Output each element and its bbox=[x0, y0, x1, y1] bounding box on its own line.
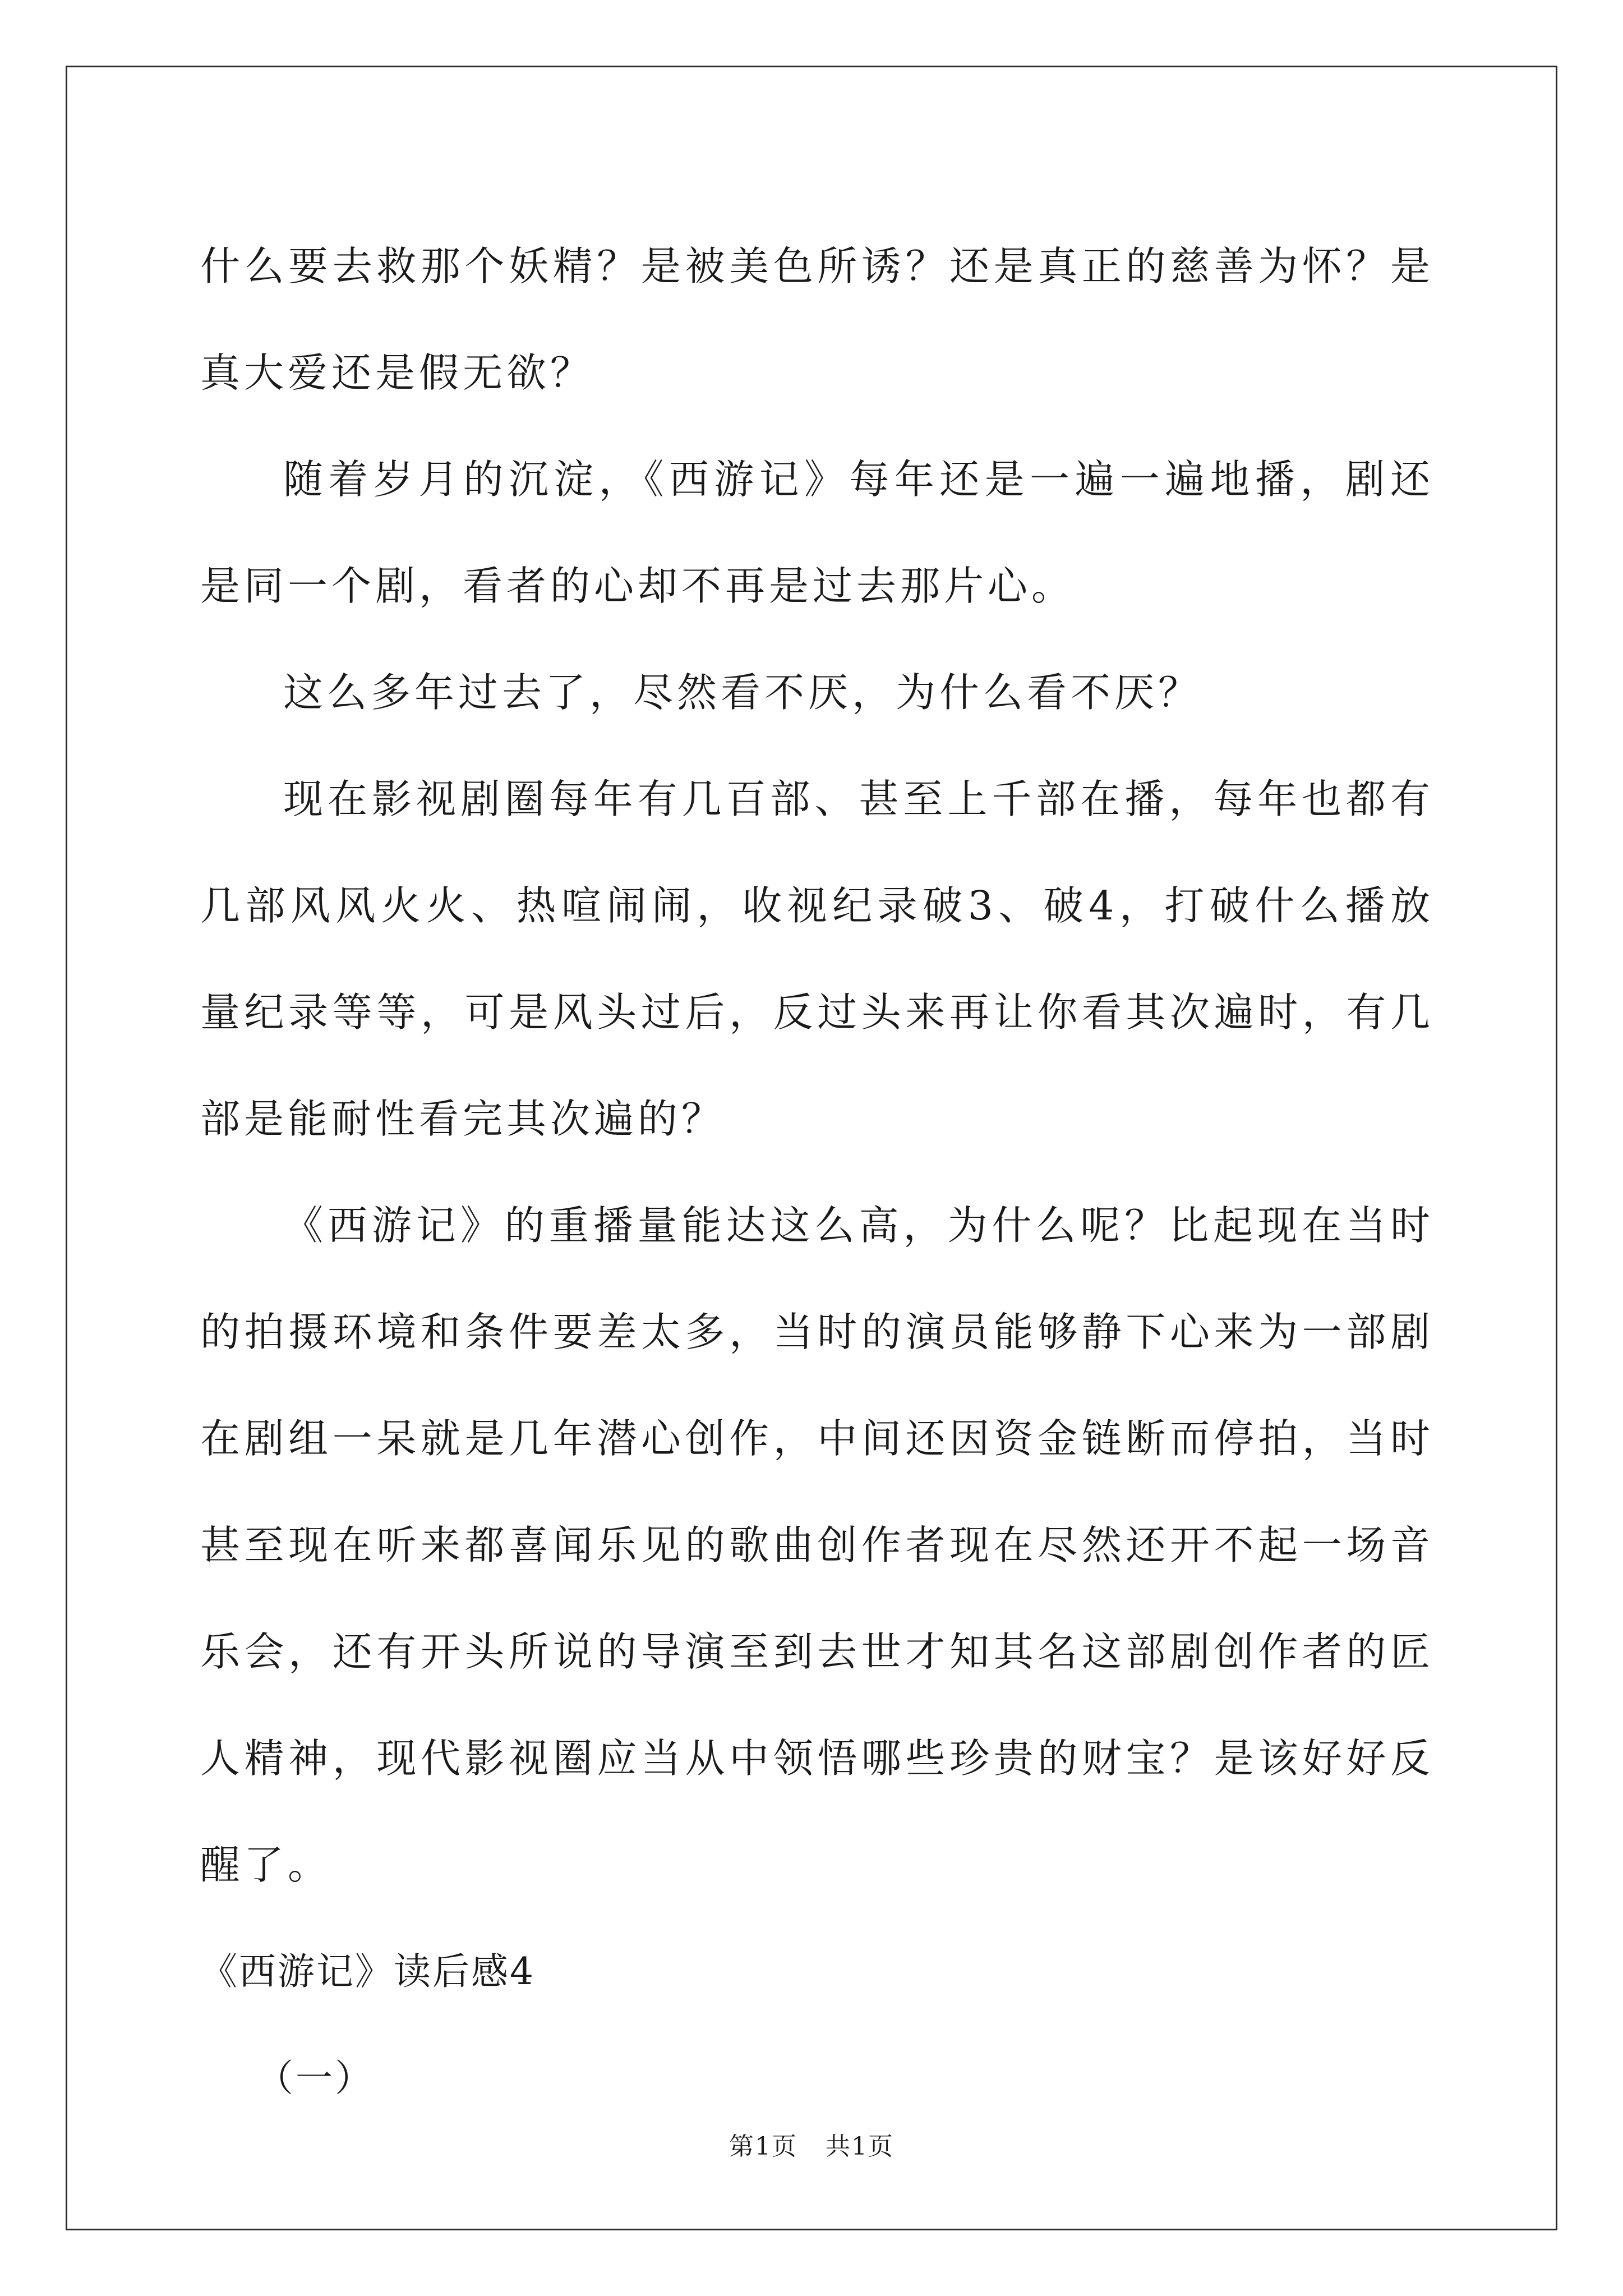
page-total: 共1页 bbox=[826, 2132, 894, 2161]
subsection-label: （一） bbox=[256, 2056, 374, 2100]
paragraph-4: 现在影视剧圈每年有几百部、甚至上千部在播，每年也都有几部风风火火、热喧闹闹，收视纪录破3、破4，打破什么播放量纪录等等，可是风头过后，反过头来再让你看其次遍时，有几部是能耐性看完其次遍的？ bbox=[200, 776, 1434, 1142]
page-number: 第1页 bbox=[729, 2132, 797, 2161]
paragraph-3: 这么多年过去了，尽然看不厌，为什么看不厌？ bbox=[283, 669, 1202, 716]
page-footer bbox=[0, 2126, 1623, 2162]
paragraph-1: 什么要去救那个妖精？是被美色所诱？还是真正的慈善为怀？是真大爱还是假无欲？ bbox=[200, 243, 1434, 396]
paragraph-2: 随着岁月的沉淀，《西游记》每年还是一遍一遍地播，剧还是同一个剧，看者的心却不再是过去那片心。 bbox=[200, 456, 1434, 609]
document-body bbox=[200, 213, 1434, 2132]
paragraph-5: 《西游记》的重播量能达这么高，为什么呢？比起现在当时的拍摄环境和条件要差太多，当时的演员能够静下心来为一部剧在剧组一呆就是几年潜心创作，中间还因资金链断而停拍，当时甚至现在听来都喜闻乐见的歌曲创作者现在尽然还开不起一场音乐会，还有开头所说的导演至到去世才知其名这部剧创作者的匠人精神，现代影视圈应当从中领悟哪些珍贵的财宝？是该好好反醒了。 bbox=[200, 1202, 1434, 1888]
section-title: 《西游记》读后感4 bbox=[200, 1950, 535, 1993]
